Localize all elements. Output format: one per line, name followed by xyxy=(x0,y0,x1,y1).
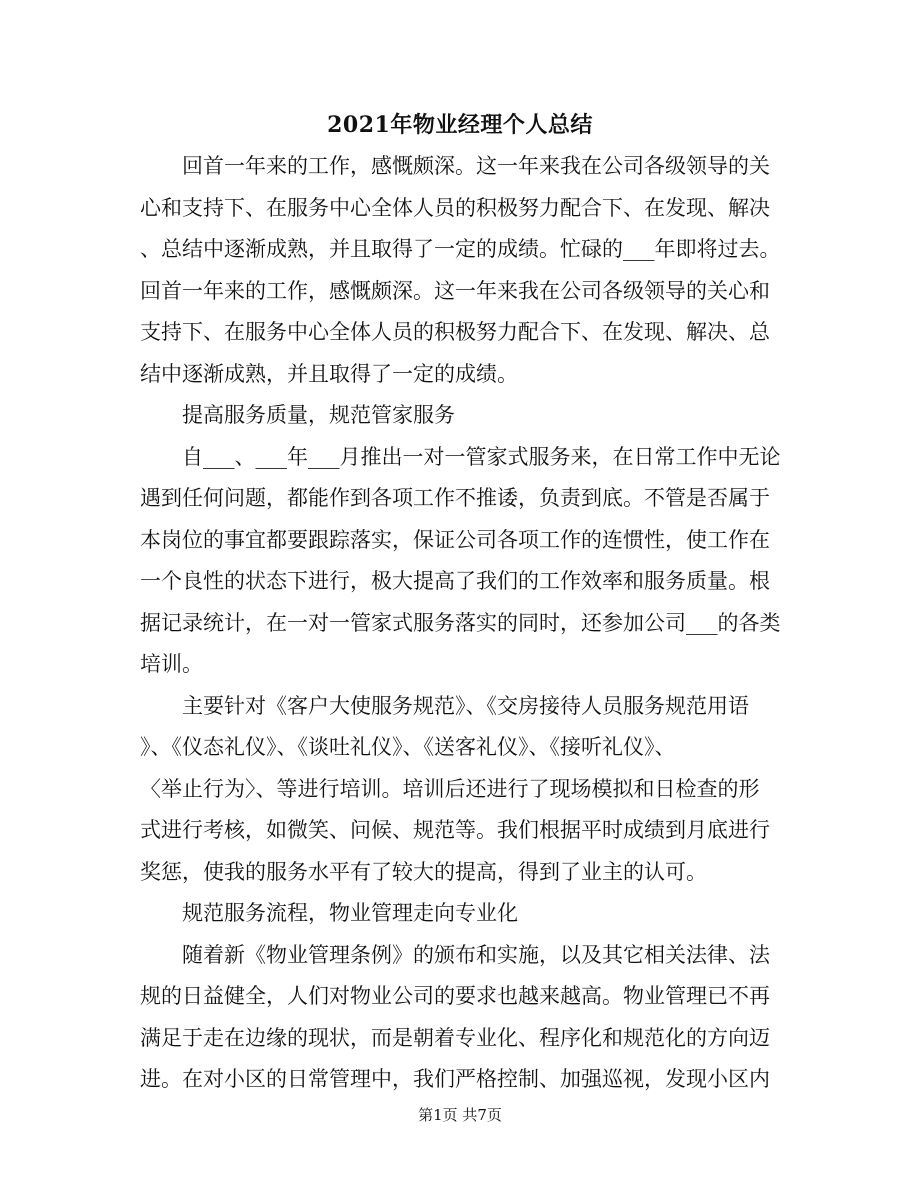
text-line: 支持下、在服务中心全体人员的积极努力配合下、在发现、解决、总 xyxy=(140,320,770,344)
paragraph-regulations xyxy=(140,935,780,1101)
page-number: 第1页 共7页 xyxy=(418,1106,502,1124)
text-line: 主要针对《客户大使服务规范》、《交房接待人员服务规范用语 xyxy=(182,693,749,718)
text-line: 结中逐渐成熟，并且取得了一定的成绩。 xyxy=(140,361,518,386)
text-line: 、总结中逐渐成熟，并且取得了一定的成绩。忙碌的___年即将过去。 xyxy=(140,237,781,261)
text-line: 进。在对小区的日常管理中，我们严格控制、加强巡视，发现小区内 xyxy=(140,1067,770,1091)
text-line: 》、《仪态礼仪》、《谈吐礼仪》、《送客礼仪》、《接听礼仪》、 xyxy=(140,735,676,759)
text-line: 培训。 xyxy=(140,652,203,676)
text-line: 回首一年来的工作，感慨颇深。这一年来我在公司各级领导的关 xyxy=(182,154,770,178)
paragraph-training xyxy=(140,686,780,894)
text-line: 据记录统计，在一对一管家式服务落实的同时，还参加公司___的各类 xyxy=(140,610,781,635)
text-line: 遇到任何问题，都能作到各项工作不推诿，负责到底。不管是否属于 xyxy=(140,486,770,510)
section-heading xyxy=(140,395,780,437)
section-heading-text: 提高服务质量，规范管家服务 xyxy=(182,403,455,427)
text-line: 回首一年来的工作，感慨颇深。这一年来我在公司各级领导的关心和 xyxy=(140,278,770,303)
text-line: 式进行考核，如微笑、问候、规范等。我们根据平时成绩到月底进行 xyxy=(140,818,770,842)
paragraph-butler-service xyxy=(140,437,780,686)
text-line: 〈举止行为〉、等进行培训。培训后还进行了现场模拟和日检查的形 xyxy=(140,776,760,801)
document-body xyxy=(140,146,780,1101)
text-line: 自___、___年___月推出一对一管家式服务来，在日常工作中无论 xyxy=(182,444,781,469)
paragraph-intro xyxy=(140,146,780,395)
text-line: 规的日益健全，人们对物业公司的要求也越来越高。物业管理已不再 xyxy=(140,984,770,1008)
text-line: 本岗位的事宜都要跟踪落实，保证公司各项工作的连惯性，使工作在 xyxy=(140,527,770,552)
document-title: 2021年物业经理个人总结 xyxy=(327,112,593,138)
section-heading-text: 规范服务流程，物业管理走向专业化 xyxy=(182,901,518,925)
section-heading xyxy=(140,893,780,935)
text-line: 随着新《物业管理条例》的颁布和实施，以及其它相关法律、法 xyxy=(182,942,770,967)
text-line: 奖惩，使我的服务水平有了较大的提高，得到了业主的认可。 xyxy=(140,859,707,884)
text-line: 满足于走在边缘的现状，而是朝着专业化、程序化和规范化的方向迈 xyxy=(140,1025,770,1050)
text-line: 一个良性的状态下进行，极大提高了我们的工作效率和服务质量。根 xyxy=(140,569,770,593)
text-line: 心和支持下、在服务中心全体人员的积极努力配合下、在发现、解决 xyxy=(140,195,770,220)
